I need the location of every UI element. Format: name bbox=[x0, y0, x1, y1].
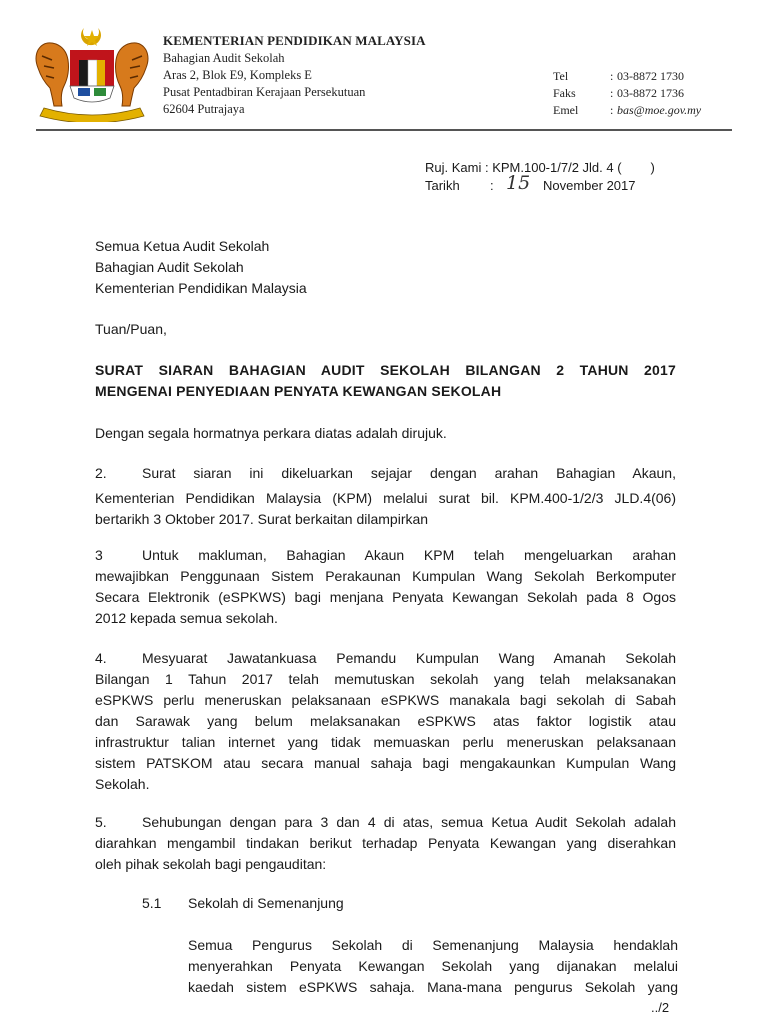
page-continuation-marker: ../2 bbox=[651, 1000, 670, 1015]
para-3-number: 3 bbox=[95, 547, 103, 563]
para-3-line-3: Secara Elektronik (eSPKWS) bagi menjana Penyata Kewangan Sekolah pada 8 Ogos bbox=[95, 589, 676, 605]
subsection-line-1: Semua Pengurus Sekolah di Semenanjung Malaysia hendaklah bbox=[188, 937, 678, 953]
address-line-1: Bahagian Audit Sekolah bbox=[163, 51, 285, 65]
tel-colon: : bbox=[610, 69, 614, 83]
para-4-line-5: infrastruktur talian internet yang tidak memuaskan perlu meneruskan pelaksanaan bbox=[95, 734, 676, 750]
email-colon: : bbox=[610, 103, 614, 117]
para-4-line-1: 4. Mesyuarat Jawatankuasa Pemandu Kumpulan Wang Amanah Sekolah bbox=[95, 650, 676, 666]
para-5-line-3: oleh pihak sekolah bagi pengauditan: bbox=[95, 856, 327, 872]
handwritten-day: 15 bbox=[506, 172, 531, 194]
email-value: bas@moe.gov.my bbox=[617, 103, 702, 117]
para-4-line-4: dan Sarawak yang belum melaksanakan eSPKWS atas faktor logistik atau bbox=[95, 713, 676, 729]
para-2-line-3: bertarikh 3 Oktober 2017. Surat berkaitan dilampirkan bbox=[95, 511, 429, 527]
para-3-line-2: mewajibkan Penggunaan Sistem Perakaunan Kumpulan Wang Sekolah Berkomputer bbox=[95, 568, 676, 584]
letterhead-divider bbox=[36, 129, 732, 131]
email-label: Emel bbox=[553, 103, 579, 117]
ruj-value: KPM.100-1/7/2 Jld. 4 ( ) bbox=[492, 160, 655, 175]
subsection-number: 5.1 bbox=[142, 895, 162, 911]
reference-line bbox=[425, 160, 655, 175]
fax-value: 03-8872 1736 bbox=[617, 86, 684, 100]
fax-label: Faks bbox=[553, 86, 576, 100]
para-5-line-2: diarahkan mengambil tindakan berikut terhadap Penyata Kewangan yang diserahkan bbox=[95, 835, 676, 851]
para-4-line-6: sistem PATSKOM atau secara manual sahaja bagi mengakaunkan Kumpulan Wang bbox=[95, 755, 676, 771]
para-5-line-1: 5. Sehubungan dengan para 3 dan 4 di atas, semua Ketua Audit Sekolah adalah bbox=[95, 814, 676, 830]
para-4-line-3: eSPKWS perlu meneruskan pelaksanaan eSPKWS manakala bagi sekolah di Sabah bbox=[95, 692, 676, 708]
fax-colon: : bbox=[610, 86, 614, 100]
salutation: Tuan/Puan, bbox=[95, 321, 167, 337]
address-line-2: Aras 2, Blok E9, Kompleks E bbox=[163, 68, 312, 82]
tel-value: 03-8872 1730 bbox=[617, 69, 684, 83]
para-2-number: 2. bbox=[95, 465, 107, 481]
para-5-number: 5. bbox=[95, 814, 107, 830]
ministry-name: KEMENTERIAN PENDIDIKAN MALAYSIA bbox=[163, 33, 426, 48]
address-line-4: 62604 Putrajaya bbox=[163, 102, 245, 116]
subject-title-line-2: MENGENAI PENYEDIAAN PENYATA KEWANGAN SEKOLAH bbox=[95, 383, 502, 399]
tarikh-month-year: November 2017 bbox=[543, 178, 636, 193]
subsection-line-3: kaedah sistem eSPKWS sahaja. Mana-mana pengurus Sekolah yang bbox=[188, 979, 678, 995]
recipient-line-1: Semua Ketua Audit Sekolah bbox=[95, 238, 270, 254]
ruj-label: Ruj. Kami : bbox=[425, 160, 489, 175]
opening-line: Dengan segala hormatnya perkara diatas adalah dirujuk. bbox=[95, 425, 447, 441]
para-2-line-2: Kementerian Pendidikan Malaysia (KPM) melalui surat bil. KPM.400-1/2/3 JLD.4(06) bbox=[95, 490, 676, 506]
para-4-line-7: Sekolah. bbox=[95, 776, 150, 792]
coat-of-arms-icon bbox=[30, 22, 154, 122]
para-4-line-2: Bilangan 1 Tahun 2017 telah memutuskan sekolah yang telah melaksanakan bbox=[95, 671, 676, 687]
para-2-line-1: 2. Surat siaran ini dikeluarkan sejajar dengan arahan Bahagian Akaun, bbox=[95, 465, 676, 481]
para-3-line-4: 2012 kepada semua sekolah. bbox=[95, 610, 278, 626]
subject-title-line-1: SURAT SIARAN BAHAGIAN AUDIT SEKOLAH BILANGAN 2 TAHUN 2017 bbox=[95, 362, 676, 378]
subsection-line-2: menyerahkan Penyata Kewangan Sekolah yang dijanakan melalui bbox=[188, 958, 678, 974]
subsection-heading: Sekolah di Semenanjung bbox=[188, 895, 344, 911]
recipient-line-2: Bahagian Audit Sekolah bbox=[95, 259, 244, 275]
tel-label: Tel bbox=[553, 69, 569, 83]
para-3-line-1: 3 Untuk makluman, Bahagian Akaun KPM telah mengeluarkan arahan bbox=[95, 547, 676, 563]
tarikh-label: Tarikh bbox=[425, 178, 460, 193]
para-4-number: 4. bbox=[95, 650, 107, 666]
tarikh-colon: : bbox=[490, 178, 494, 193]
address-line-3: Pusat Pentadbiran Kerajaan Persekutuan bbox=[163, 85, 366, 99]
recipient-line-3: Kementerian Pendidikan Malaysia bbox=[95, 280, 307, 296]
